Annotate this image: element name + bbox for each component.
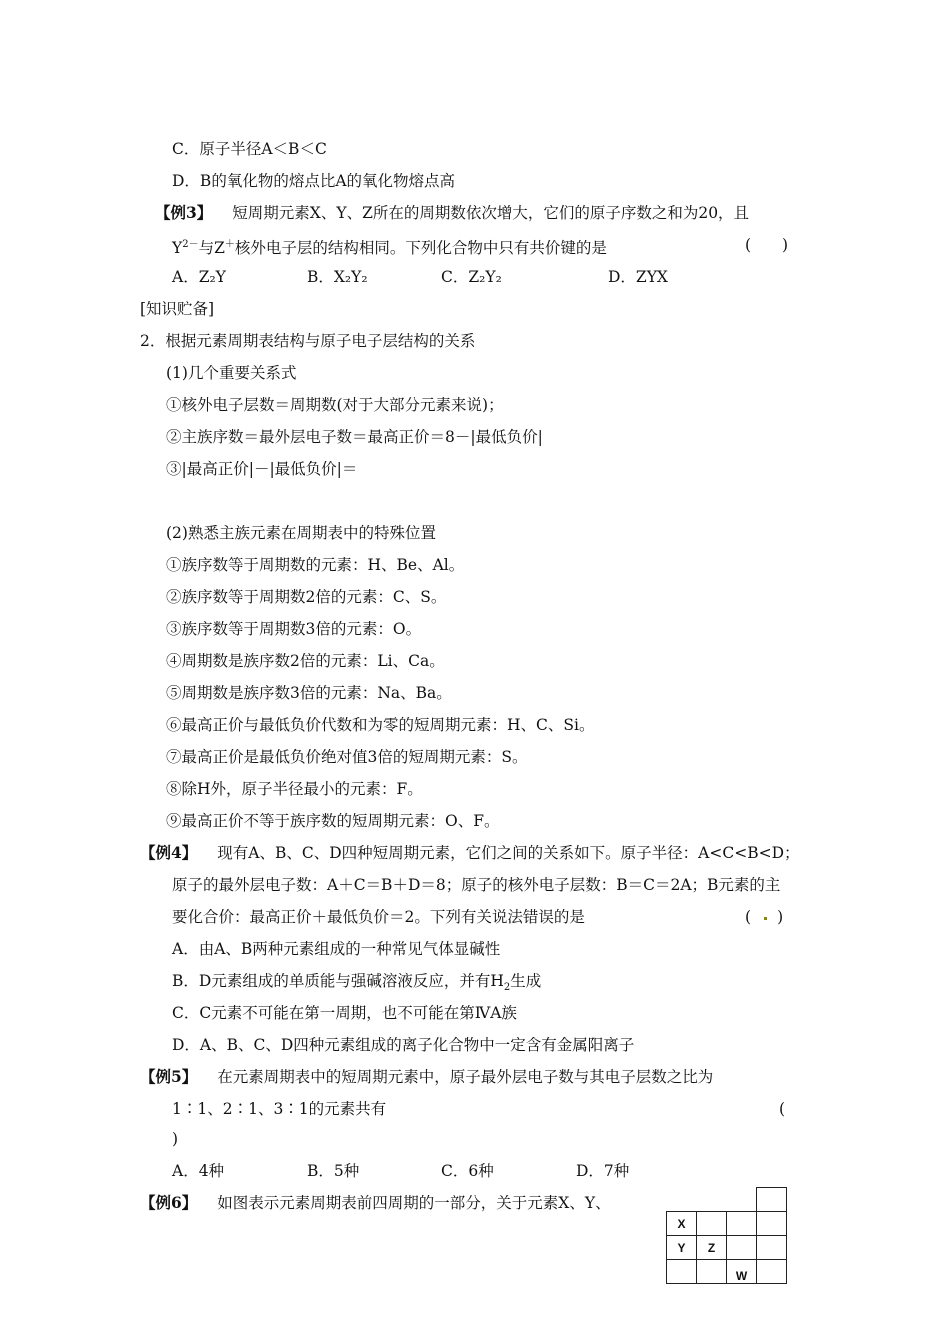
option-b-tail: 生成 bbox=[510, 972, 542, 990]
example-5-line1 bbox=[140, 1067, 713, 1087]
option-c: C．原子半径A＜B＜C bbox=[172, 140, 327, 158]
text-tail: 核外电子层的结构相同。下列化合物中只有共价键的是 bbox=[234, 239, 607, 258]
text-mid: 与Z bbox=[198, 239, 225, 258]
ex4-option-b bbox=[172, 971, 541, 998]
section-header: [知识贮备] bbox=[140, 300, 215, 318]
example-text: 现有A、B、C、D四种短周期元素，它们之间的关系如下。原子半径：A<C<B<D； bbox=[217, 844, 800, 862]
example-text: 在元素周期表中的短周期元素中，原子最外层电子数与其电子层数之比为 bbox=[217, 1068, 714, 1086]
position-item: ③族序数等于周期数3倍的元素：O。 bbox=[166, 620, 422, 638]
paren-open: ( bbox=[779, 1100, 786, 1118]
table-cell bbox=[667, 1260, 697, 1284]
example-6-line1 bbox=[140, 1193, 611, 1213]
answer-paren bbox=[745, 907, 783, 927]
symbol-y: Y bbox=[172, 239, 183, 258]
subsection-1: (1)几个重要关系式 bbox=[166, 364, 297, 382]
example-text: 短周期元素X、Y、Z所在的周期数依次增大，它们的原子序数之和为20，且 bbox=[232, 204, 750, 222]
position-item: ⑨最高正价不等于族序数的短周期元素：O、F。 bbox=[166, 812, 500, 830]
ex3-option-c: C．Z₂Y₂ bbox=[441, 268, 502, 286]
example-4-line1 bbox=[140, 843, 800, 863]
example-4-line2: 原子的最外层电子数：A＋C＝B＋D＝8；原子的核外电子层数：B＝C＝2A；B元素的主 bbox=[172, 876, 781, 894]
example-label: 【例5】 bbox=[140, 1067, 198, 1086]
position-item: ④周期数是族序数2倍的元素：Li、Ca。 bbox=[166, 652, 445, 670]
ex3-option-b: B．X₂Y₂ bbox=[307, 268, 368, 286]
example-text: 如图表示元素周期表前四周期的一部分，关于元素X、Y、 bbox=[217, 1194, 611, 1212]
option-b-text: B．D元素组成的单质能与强碱溶液反应，并有H bbox=[172, 972, 504, 990]
example-4-line3: 要化合价：最高正价＋最低负价＝2。下列有关说法错误的是 bbox=[172, 908, 585, 926]
z-charge: ＋ bbox=[224, 239, 235, 250]
paren-close: ) bbox=[777, 908, 784, 926]
table-cell bbox=[757, 1260, 787, 1284]
paren-close: ) bbox=[172, 1130, 179, 1148]
relation-1: ①核外电子层数＝周期数(对于大部分元素来说)； bbox=[166, 396, 504, 414]
ex5-option-b: B．5种 bbox=[307, 1162, 360, 1180]
paren-open: ( bbox=[745, 908, 752, 926]
example-label: 【例6】 bbox=[140, 1193, 198, 1212]
cell-x: X bbox=[667, 1212, 697, 1236]
ex4-option-c: C．C元素不可能在第一周期，也不可能在第ⅣA族 bbox=[172, 1004, 517, 1022]
table-cell bbox=[727, 1236, 757, 1260]
dot-mark bbox=[764, 917, 767, 920]
ex3-option-d: D．ZYX bbox=[608, 268, 668, 286]
subsection-2: (2)熟悉主族元素在周期表中的特殊位置 bbox=[166, 524, 436, 542]
periodic-table-fragment bbox=[666, 1187, 787, 1284]
table-cell bbox=[757, 1188, 787, 1212]
empty-cell bbox=[727, 1188, 757, 1212]
position-item: ⑧除H外，原子半径最小的元素：F。 bbox=[166, 780, 423, 798]
y-charge: 2－ bbox=[182, 239, 199, 250]
example-label: 【例4】 bbox=[140, 843, 198, 862]
cell-w: W bbox=[727, 1260, 757, 1284]
cell-y: Y bbox=[667, 1236, 697, 1260]
table-cell bbox=[727, 1212, 757, 1236]
ex3-option-a: A．Z₂Y bbox=[172, 268, 226, 286]
table-cell bbox=[697, 1212, 727, 1236]
table-cell bbox=[757, 1236, 787, 1260]
ex5-option-a: A．4种 bbox=[172, 1162, 225, 1180]
position-item: ①族序数等于周期数的元素：H、Be、Al。 bbox=[166, 556, 465, 574]
table-cell bbox=[757, 1212, 787, 1236]
position-item: ②族序数等于周期数2倍的元素：C、S。 bbox=[166, 588, 447, 606]
relation-3: ③|最高正价|－|最低负价|＝ bbox=[166, 460, 358, 478]
ex5-option-d: D．7种 bbox=[576, 1162, 630, 1180]
answer-paren: ( ) bbox=[745, 236, 789, 254]
example-3-line1 bbox=[155, 203, 749, 223]
empty-cell bbox=[667, 1188, 697, 1212]
table-cell bbox=[697, 1260, 727, 1284]
cell-z: Z bbox=[697, 1236, 727, 1260]
empty-cell bbox=[697, 1188, 727, 1212]
ex4-option-d: D．A、B、C、D四种元素组成的离子化合物中一定含有金属阳离子 bbox=[172, 1036, 635, 1054]
example-5-line2: 1∶1、2∶1、3∶1的元素共有 bbox=[172, 1100, 387, 1118]
position-item: ⑦最高正价是最低负价绝对值3倍的短周期元素：S。 bbox=[166, 748, 528, 766]
relation-2: ②主族序数＝最外层电子数＝最高正价＝8－|最低负价| bbox=[166, 428, 543, 446]
example-3-line2 bbox=[172, 235, 607, 258]
position-item: ⑤周期数是族序数3倍的元素：Na、Ba。 bbox=[166, 684, 452, 702]
subscript: 2 bbox=[503, 982, 511, 994]
section-title: 2．根据元素周期表结构与原子电子层结构的关系 bbox=[140, 332, 476, 350]
option-d: D．B的氧化物的熔点比A的氧化物熔点高 bbox=[172, 172, 456, 190]
position-item: ⑥最高正价与最低负价代数和为零的短周期元素：H、C、Si。 bbox=[166, 716, 595, 734]
ex5-option-c: C．6种 bbox=[441, 1162, 494, 1180]
example-label: 【例3】 bbox=[155, 203, 213, 222]
ex4-option-a: A．由A、B两种元素组成的一种常见气体显碱性 bbox=[172, 940, 501, 958]
